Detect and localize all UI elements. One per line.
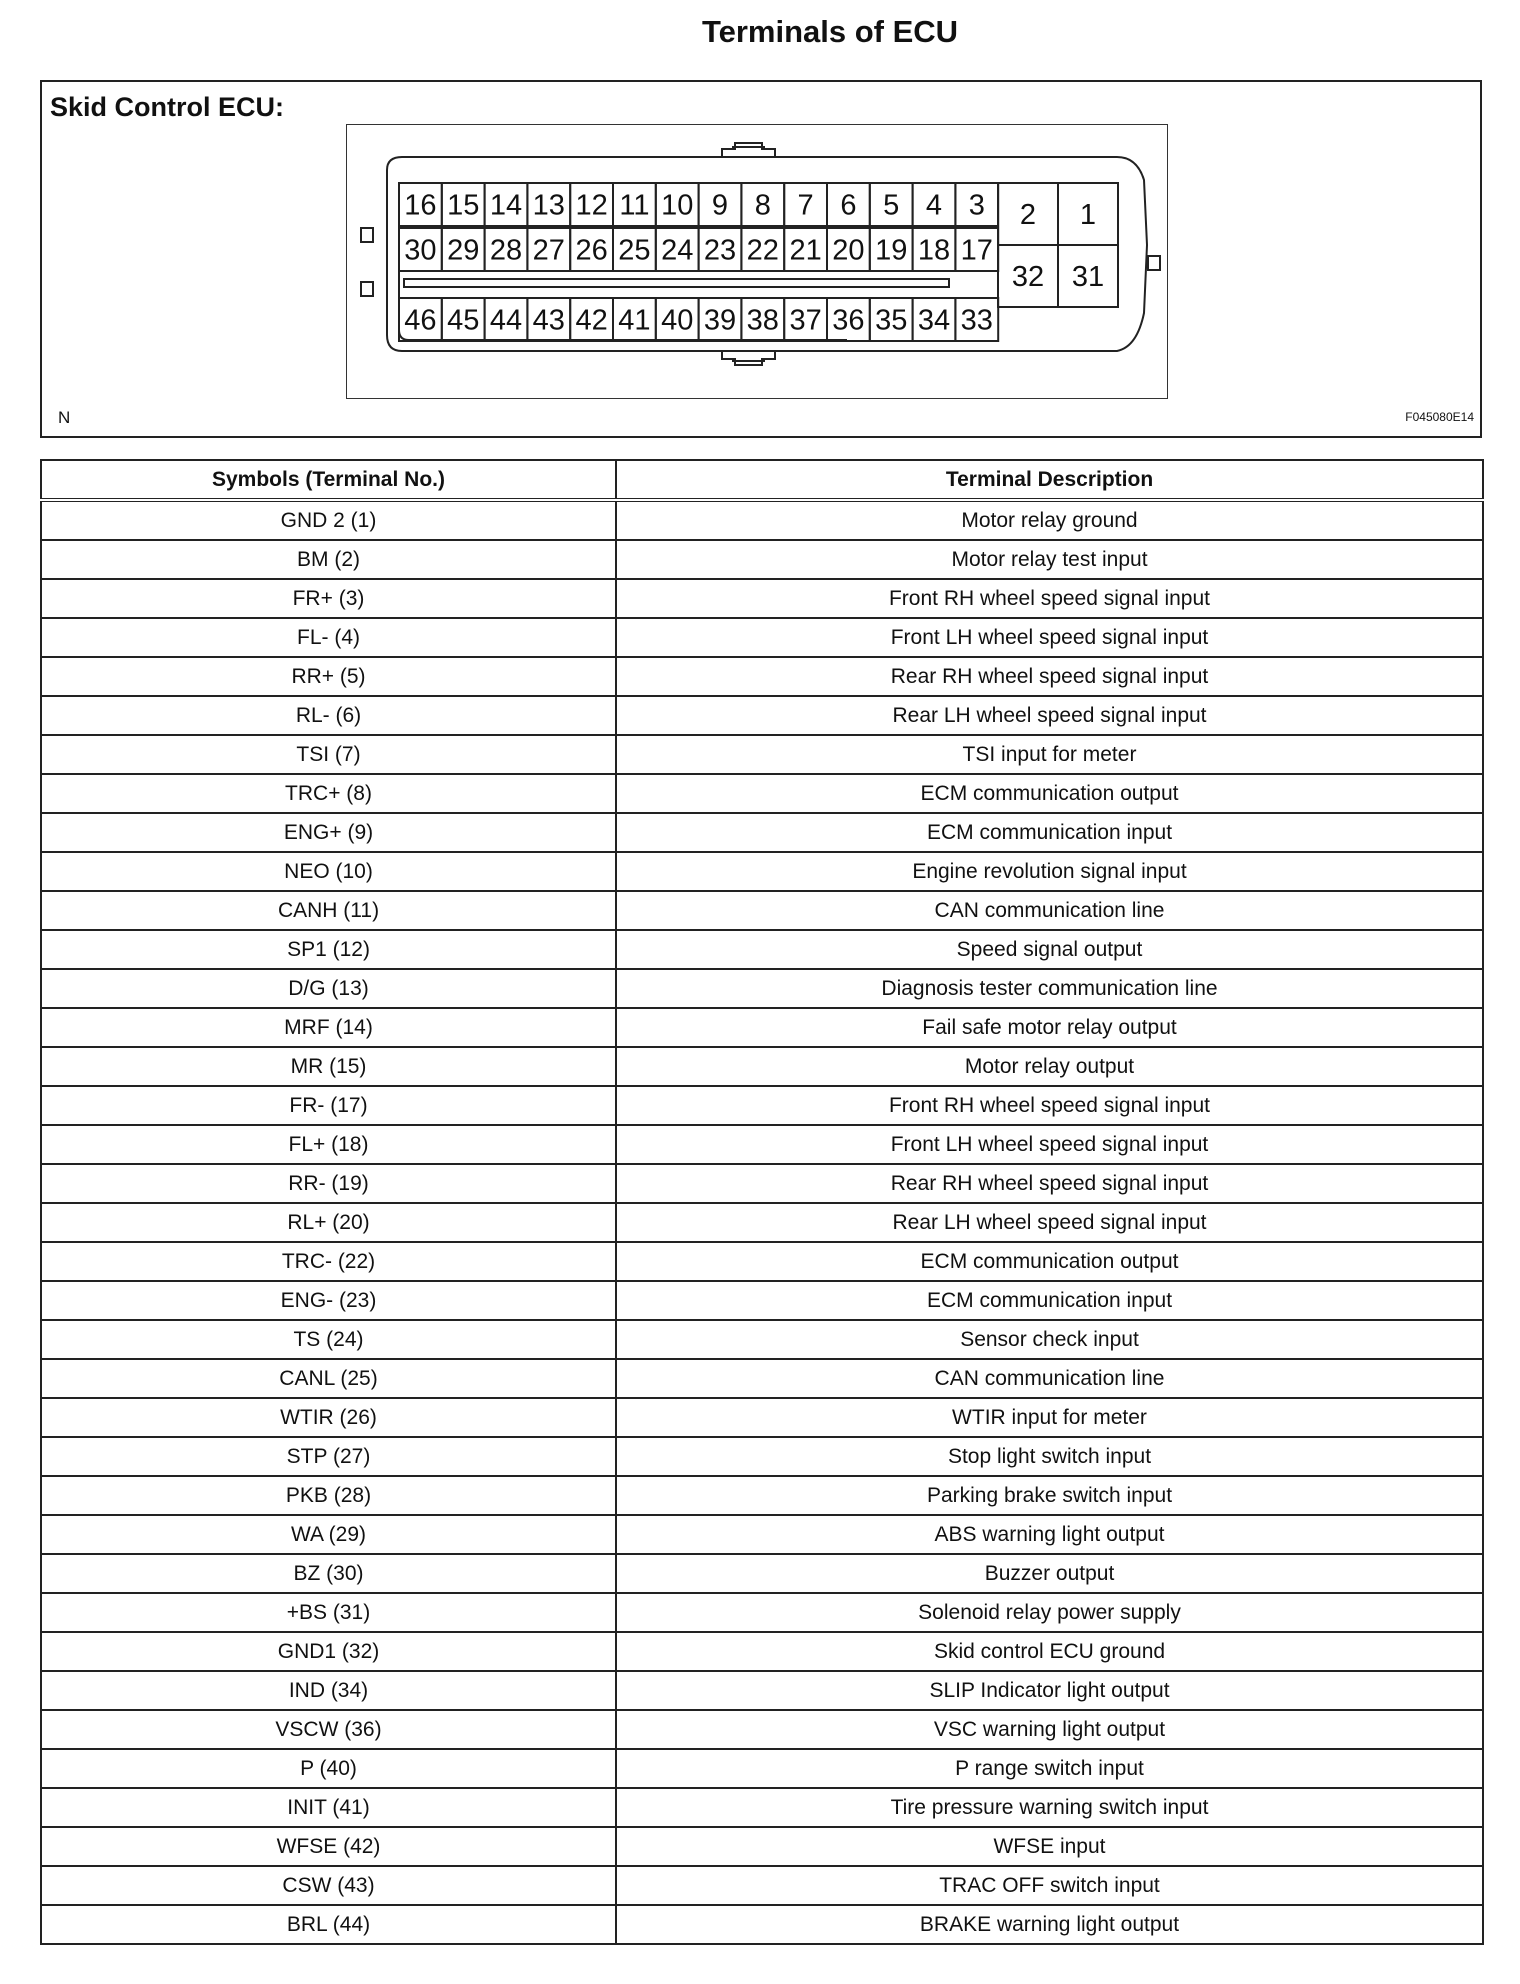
- left-tab-upper-icon: [361, 228, 373, 242]
- pin-number: 5: [883, 189, 900, 222]
- description-cell: Speed signal output: [616, 930, 1483, 969]
- table-row: [41, 774, 1483, 813]
- diagram-note: N: [58, 408, 71, 427]
- power-pin-number: 32: [1011, 261, 1045, 293]
- table-row: [41, 1632, 1483, 1671]
- pin-number: 35: [875, 304, 908, 337]
- symbol-cell: RL- (6): [41, 696, 616, 735]
- pin-number: 19: [875, 234, 908, 267]
- table-row: [41, 1866, 1483, 1905]
- figure-code: F045080E14: [1405, 410, 1474, 424]
- symbol-cell: TRC- (22): [41, 1242, 616, 1281]
- symbol-cell: INIT (41): [41, 1788, 616, 1827]
- description-cell: Diagnosis tester communication line: [616, 969, 1483, 1008]
- pin-number: 38: [746, 304, 779, 337]
- table-row: [41, 1281, 1483, 1320]
- pin-number: 12: [575, 189, 608, 222]
- description-cell: Fail safe motor relay output: [616, 1008, 1483, 1047]
- description-cell: Parking brake switch input: [616, 1476, 1483, 1515]
- symbol-cell: VSCW (36): [41, 1710, 616, 1749]
- symbol-cell: TS (24): [41, 1320, 616, 1359]
- description-cell: Front RH wheel speed signal input: [616, 1086, 1483, 1125]
- pin-number: 3: [968, 189, 985, 222]
- table-row: [41, 696, 1483, 735]
- table-row: [41, 1398, 1483, 1437]
- table-row: [41, 1203, 1483, 1242]
- pin-number: 28: [489, 234, 523, 267]
- pin-number: 9: [711, 189, 729, 222]
- pin-number: 45: [447, 304, 480, 337]
- description-cell: Solenoid relay power supply: [616, 1593, 1483, 1632]
- symbol-cell: FR+ (3): [41, 579, 616, 618]
- symbol-cell: BRL (44): [41, 1905, 616, 1944]
- symbol-cell: ENG- (23): [41, 1281, 616, 1320]
- table-row: [41, 1476, 1483, 1515]
- table-row: [41, 1086, 1483, 1125]
- symbol-cell: WA (29): [41, 1515, 616, 1554]
- description-cell: ECM communication input: [616, 813, 1483, 852]
- symbol-cell: TSI (7): [41, 735, 616, 774]
- description-cell: ECM communication output: [616, 1242, 1483, 1281]
- pin-number: 13: [532, 189, 565, 222]
- description-cell: WFSE input: [616, 1827, 1483, 1866]
- symbol-cell: +BS (31): [41, 1593, 616, 1632]
- table-row: [41, 618, 1483, 657]
- pin-number: 15: [447, 189, 480, 222]
- connector-drawing: [347, 125, 1167, 398]
- description-cell: TRAC OFF switch input: [616, 1866, 1483, 1905]
- symbol-cell: SP1 (12): [41, 930, 616, 969]
- symbol-cell: FL- (4): [41, 618, 616, 657]
- pin-number: 27: [532, 234, 565, 267]
- description-cell: ECM communication input: [616, 1281, 1483, 1320]
- pin-number: 7: [797, 189, 814, 222]
- symbol-cell: CSW (43): [41, 1866, 616, 1905]
- key-slot: [404, 279, 949, 287]
- pin-number: 26: [575, 234, 608, 267]
- symbol-cell: RR- (19): [41, 1164, 616, 1203]
- symbol-cell: P (40): [41, 1749, 616, 1788]
- table-row: [41, 1125, 1483, 1164]
- symbol-cell: ENG+ (9): [41, 813, 616, 852]
- pin-number: 24: [661, 234, 694, 267]
- description-cell: ABS warning light output: [616, 1515, 1483, 1554]
- table-row: [41, 540, 1483, 579]
- symbol-cell: PKB (28): [41, 1476, 616, 1515]
- pin-number: 29: [447, 234, 480, 267]
- description-cell: Stop light switch input: [616, 1437, 1483, 1476]
- pin-number: 20: [832, 234, 865, 267]
- table-row: [41, 1593, 1483, 1632]
- table-row: [41, 1437, 1483, 1476]
- pin-number: 14: [489, 189, 523, 222]
- pin-number: 6: [840, 189, 857, 222]
- description-cell: Skid control ECU ground: [616, 1632, 1483, 1671]
- symbol-cell: GND 2 (1): [41, 500, 616, 540]
- symbol-cell: BZ (30): [41, 1554, 616, 1593]
- description-cell: Tire pressure warning switch input: [616, 1788, 1483, 1827]
- symbol-cell: D/G (13): [41, 969, 616, 1008]
- pin-number: 8: [754, 189, 771, 222]
- symbol-cell: RL+ (20): [41, 1203, 616, 1242]
- symbol-cell: RR+ (5): [41, 657, 616, 696]
- bottom-latch-icon: [722, 351, 775, 365]
- table-row: [41, 1671, 1483, 1710]
- pin-number: 25: [618, 234, 651, 267]
- description-cell: BRAKE warning light output: [616, 1905, 1483, 1944]
- table-row: [41, 1164, 1483, 1203]
- description-cell: CAN communication line: [616, 1359, 1483, 1398]
- symbol-cell: STP (27): [41, 1437, 616, 1476]
- table-row: [41, 1242, 1483, 1281]
- table-row: [41, 891, 1483, 930]
- symbol-cell: MR (15): [41, 1047, 616, 1086]
- description-cell: VSC warning light output: [616, 1710, 1483, 1749]
- pin-number: 34: [917, 304, 951, 337]
- table-row: [41, 1749, 1483, 1788]
- table-row: [41, 735, 1483, 774]
- symbol-cell: TRC+ (8): [41, 774, 616, 813]
- pin-number: 10: [661, 189, 694, 222]
- table-row: [41, 930, 1483, 969]
- symbol-cell: WTIR (26): [41, 1398, 616, 1437]
- description-cell: Buzzer output: [616, 1554, 1483, 1593]
- table-row: [41, 657, 1483, 696]
- description-cell: TSI input for meter: [616, 735, 1483, 774]
- description-cell: SLIP Indicator light output: [616, 1671, 1483, 1710]
- pin-number: 36: [832, 304, 865, 337]
- right-tab-icon: [1148, 256, 1160, 270]
- description-cell: Rear RH wheel speed signal input: [616, 1164, 1483, 1203]
- symbol-cell: GND1 (32): [41, 1632, 616, 1671]
- pin-number: 18: [917, 234, 951, 267]
- power-pin-number: 2: [1019, 199, 1037, 231]
- table-row: [41, 1359, 1483, 1398]
- table-row: [41, 500, 1483, 540]
- pin-number: 40: [661, 304, 694, 337]
- symbol-cell: NEO (10): [41, 852, 616, 891]
- pin-number: 23: [703, 234, 737, 267]
- table-row: [41, 1905, 1483, 1944]
- pin-number: 46: [404, 304, 437, 337]
- connector-diagram: [40, 80, 1482, 438]
- description-cell: Front RH wheel speed signal input: [616, 579, 1483, 618]
- table-row: [41, 1047, 1483, 1086]
- pin-number: 11: [619, 189, 650, 222]
- pin-number: 17: [960, 234, 993, 267]
- symbol-cell: BM (2): [41, 540, 616, 579]
- symbol-cell: WFSE (42): [41, 1827, 616, 1866]
- description-cell: CAN communication line: [616, 891, 1483, 930]
- power-pin-number: 1: [1079, 199, 1097, 231]
- description-cell: Rear RH wheel speed signal input: [616, 657, 1483, 696]
- header-description: Terminal Description: [616, 460, 1483, 500]
- pin-number: 43: [532, 304, 565, 337]
- table-row: [41, 1008, 1483, 1047]
- symbol-cell: CANH (11): [41, 891, 616, 930]
- pin-number: 30: [404, 234, 437, 267]
- symbol-cell: MRF (14): [41, 1008, 616, 1047]
- description-cell: WTIR input for meter: [616, 1398, 1483, 1437]
- table-row: [41, 1554, 1483, 1593]
- description-cell: Motor relay test input: [616, 540, 1483, 579]
- pin-number: 4: [925, 189, 943, 222]
- pin-number: 44: [489, 304, 523, 337]
- left-tab-lower-icon: [361, 282, 373, 296]
- pin-number: 22: [746, 234, 779, 267]
- description-cell: Engine revolution signal input: [616, 852, 1483, 891]
- pin-number: 21: [789, 234, 822, 267]
- pin-number: 39: [703, 304, 737, 337]
- table-row: [41, 852, 1483, 891]
- table-row: [41, 813, 1483, 852]
- terminal-table: [40, 459, 1484, 1945]
- description-cell: Motor relay ground: [616, 500, 1483, 540]
- pin-number: 37: [789, 304, 822, 337]
- diagram-heading: Skid Control ECU:: [50, 92, 284, 122]
- description-cell: Rear LH wheel speed signal input: [616, 1203, 1483, 1242]
- description-cell: Motor relay output: [616, 1047, 1483, 1086]
- description-cell: Front LH wheel speed signal input: [616, 618, 1483, 657]
- description-cell: Front LH wheel speed signal input: [616, 1125, 1483, 1164]
- table-row: [41, 1827, 1483, 1866]
- top-latch-icon: [722, 143, 775, 157]
- pin-number: 33: [960, 304, 993, 337]
- description-cell: Sensor check input: [616, 1320, 1483, 1359]
- description-cell: ECM communication output: [616, 774, 1483, 813]
- table-row: [41, 1710, 1483, 1749]
- pin-number: 16: [404, 189, 437, 222]
- description-cell: Rear LH wheel speed signal input: [616, 696, 1483, 735]
- page-title: Terminals of ECU: [701, 14, 959, 49]
- symbol-cell: FR- (17): [41, 1086, 616, 1125]
- table-row: [41, 579, 1483, 618]
- description-cell: P range switch input: [616, 1749, 1483, 1788]
- table-row: [41, 969, 1483, 1008]
- connector-frame: [346, 124, 1168, 399]
- table-row: [41, 1788, 1483, 1827]
- table-header-row: [41, 460, 1483, 500]
- table-row: [41, 1320, 1483, 1359]
- symbol-cell: FL+ (18): [41, 1125, 616, 1164]
- pin-number: 41: [618, 304, 651, 337]
- table-row: [41, 1515, 1483, 1554]
- symbol-cell: CANL (25): [41, 1359, 616, 1398]
- pin-number: 42: [575, 304, 608, 337]
- power-pin-number: 31: [1071, 261, 1105, 293]
- header-symbols: Symbols (Terminal No.): [41, 460, 616, 500]
- symbol-cell: IND (34): [41, 1671, 616, 1710]
